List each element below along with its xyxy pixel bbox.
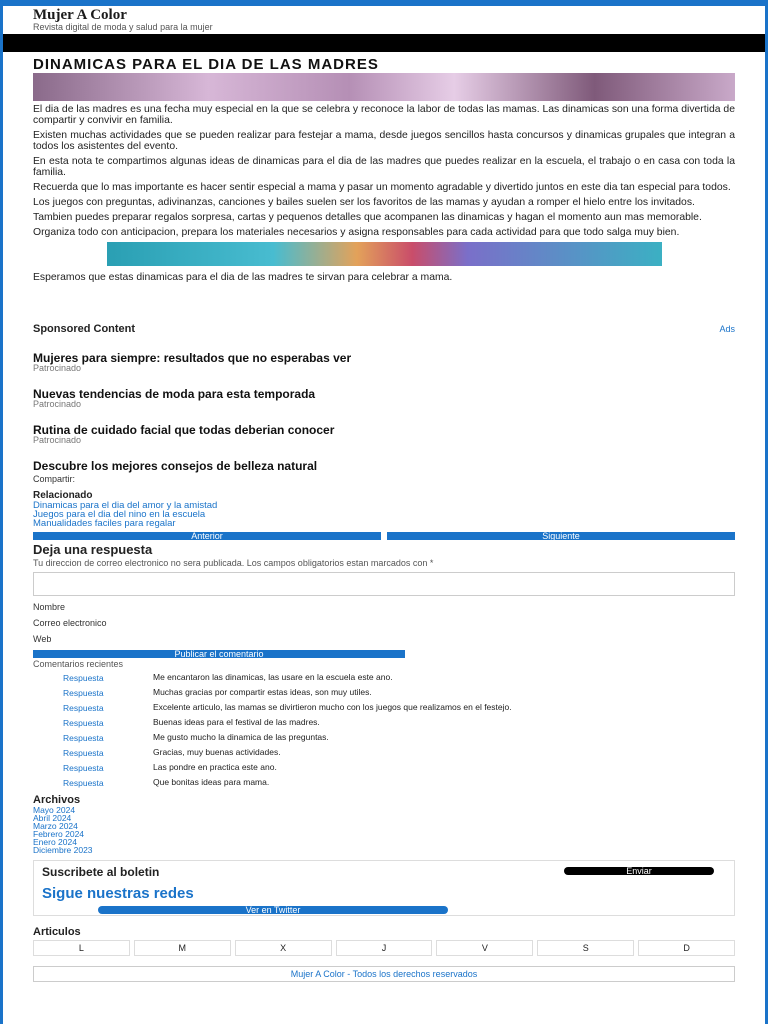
site-header: [3, 6, 765, 32]
reply-link[interactable]: Respuesta: [63, 673, 104, 683]
calendar-day[interactable]: D: [638, 940, 735, 956]
comment-item: [63, 733, 735, 743]
related-link[interactable]: Juegos para el dia del nino en la escuela: [33, 509, 206, 520]
sponsored-title[interactable]: Nuevas tendencias de moda para esta temporada: [33, 387, 316, 401]
archive-link[interactable]: Enero 2024: [33, 837, 77, 847]
archive-link[interactable]: Febrero 2024: [33, 829, 85, 839]
post-paragraph: El dia de las madres es una fecha muy especial en la que se celebra y reconoce la labor de todas las mamas. Las dinamicas son una forma divertida de compartir y convivir en familia.: [33, 104, 735, 126]
comments-heading: Deja una respuesta: [33, 542, 153, 557]
comment-item: [63, 703, 735, 713]
comment-item: [63, 778, 735, 788]
comments-count: Comentarios recientes: [33, 659, 124, 669]
comment-item: [63, 688, 735, 698]
reply-link[interactable]: Respuesta: [63, 688, 104, 698]
next-post-button[interactable]: Siguiente: [387, 532, 735, 540]
calendar-day[interactable]: S: [537, 940, 634, 956]
calendar-day[interactable]: X: [235, 940, 332, 956]
calendar-day[interactable]: M: [134, 940, 231, 956]
comment-list: [63, 673, 735, 788]
sponsored-title[interactable]: Descubre los mejores consejos de belleza natural: [33, 459, 318, 473]
comment-text: Gracias, muy buenas actividades.: [153, 747, 281, 757]
post-paragraph: Los juegos con preguntas, adivinanzas, canciones y bailes suelen ser los favoritos de las mamas y ayudan a romper el hielo entre los invitados.: [33, 197, 695, 208]
sponsored-item[interactable]: [33, 389, 735, 409]
post-pager: [33, 532, 735, 540]
archive-link[interactable]: Diciembre 2023: [33, 845, 93, 855]
related-heading: Relacionado: [33, 490, 93, 501]
calendar-day[interactable]: V: [436, 940, 533, 956]
comment-item: [63, 748, 735, 758]
prev-post-button[interactable]: Anterior: [33, 532, 381, 540]
post-paragraph: Organiza todo con anticipacion, prepara los materiales necesarios y asigna responsables para cada actividad para que todo salga muy bien.: [33, 227, 680, 238]
reply-link[interactable]: Respuesta: [63, 778, 104, 788]
article-image: [107, 242, 662, 266]
post-paragraph: Tambien puedes preparar regalos sorpresa, cartas y pequenos detalles que acompanen las dinamicas y hagan el momento aun mas memorable.: [33, 212, 702, 223]
sponsored-source: Patrocinado: [33, 399, 82, 409]
sponsored-item[interactable]: [33, 461, 735, 472]
post-title: DINAMICAS PARA EL DIA DE LAS MADRES: [33, 56, 379, 73]
reply-link[interactable]: Respuesta: [63, 703, 104, 713]
subscribe-widget: [33, 860, 735, 916]
reply-link[interactable]: Respuesta: [63, 733, 104, 743]
follow-button[interactable]: Ver en Twitter: [98, 906, 448, 914]
sponsored-title[interactable]: Mujeres para siempre: resultados que no esperabas ver: [33, 351, 352, 365]
calendar-day[interactable]: L: [33, 940, 130, 956]
sponsored-title[interactable]: Rutina de cuidado facial que todas deberian conocer: [33, 423, 335, 437]
comment-text: Las pondre en practica este ano.: [153, 762, 277, 772]
site-title[interactable]: Mujer A Color: [33, 7, 127, 23]
archive-link[interactable]: Abril 2024: [33, 813, 72, 823]
archive-link[interactable]: Mayo 2024: [33, 805, 76, 815]
image-caption: Esperamos que estas dinamicas para el dia de las madres te sirvan para celebrar a mama.: [33, 272, 453, 283]
name-label: Nombre: [33, 602, 66, 612]
sponsored-source: Patrocinado: [33, 363, 82, 373]
comment-text: Excelente articulo, las mamas se divirtieron mucho con los juegos que realizamos en el festejo.: [153, 702, 512, 712]
sponsored-item[interactable]: [33, 353, 735, 373]
sponsored-header: [33, 323, 735, 335]
post-paragraph: En esta nota te compartimos algunas ideas de dinamicas para el dia de las madres que puedes realizar en la escuela, el trabajo o en casa con toda la familia.: [33, 156, 735, 178]
post-paragraph: Recuerda que lo mas importante es hacer sentir especial a mama y pasar un momento agradable y divertido juntos en este dia tan especial para todos.: [33, 182, 731, 193]
sponsored-item[interactable]: [33, 425, 735, 445]
share-label: Compartir:: [33, 474, 76, 484]
comment-text: Buenas ideas para el festival de las madres.: [153, 717, 320, 727]
comment-text: Me encantaron las dinamicas, las usare en la escuela este ano.: [153, 672, 393, 682]
site-tagline: Revista digital de moda y salud para la mujer: [33, 22, 213, 32]
email-label: Correo electronico: [33, 618, 107, 628]
comment-item: [63, 673, 735, 683]
subscribe-button[interactable]: Enviar: [564, 867, 714, 875]
related-link[interactable]: Dinamicas para el dia del amor y la amistad: [33, 500, 218, 511]
comment-item: [63, 718, 735, 728]
comments-info: Tu direccion de correo electronico no sera publicada. Los campos obligatorios estan marcados con *: [33, 558, 434, 568]
comment-text: Muchas gracias por compartir estas ideas, son muy utiles.: [153, 687, 372, 697]
reply-link[interactable]: Respuesta: [63, 763, 104, 773]
web-label: Web: [33, 634, 52, 644]
calendar-day[interactable]: J: [336, 940, 433, 956]
nav-bar[interactable]: [3, 34, 765, 52]
archive-link[interactable]: Marzo 2024: [33, 821, 78, 831]
comment-text: Que bonitas ideas para mama.: [153, 777, 270, 787]
reply-link[interactable]: Respuesta: [63, 748, 104, 758]
ads-link[interactable]: Ads: [719, 324, 735, 334]
comment-item: [63, 763, 735, 773]
post-comment-button[interactable]: Publicar el comentario: [33, 650, 405, 658]
comment-text: Me gusto mucho la dinamica de las preguntas.: [153, 732, 329, 742]
archive-list: [33, 806, 735, 854]
footer: Mujer A Color - Todos los derechos reservados: [33, 966, 735, 982]
sponsored-source: Patrocinado: [33, 435, 82, 445]
main-content: [3, 58, 765, 982]
sponsored-heading: Sponsored Content: [33, 323, 136, 335]
related-link[interactable]: Manualidades faciles para regalar: [33, 518, 176, 529]
related-list: [33, 501, 735, 528]
subscribe-label: Suscribete al boletin: [42, 865, 160, 879]
comment-textarea[interactable]: [33, 572, 735, 596]
calendar-row: [33, 940, 735, 956]
reply-link[interactable]: Respuesta: [63, 718, 104, 728]
hero-image: [33, 73, 735, 101]
follow-heading: Sigue nuestras redes: [42, 885, 194, 902]
archive-heading: Archivos: [33, 794, 81, 806]
articles-heading: Articulos: [33, 926, 81, 938]
post-paragraph: Existen muchas actividades que se pueden realizar para festejar a mama, desde juegos sencillos hasta concursos y dinamicas grupales que integran a todos los asistentes del evento.: [33, 130, 735, 152]
